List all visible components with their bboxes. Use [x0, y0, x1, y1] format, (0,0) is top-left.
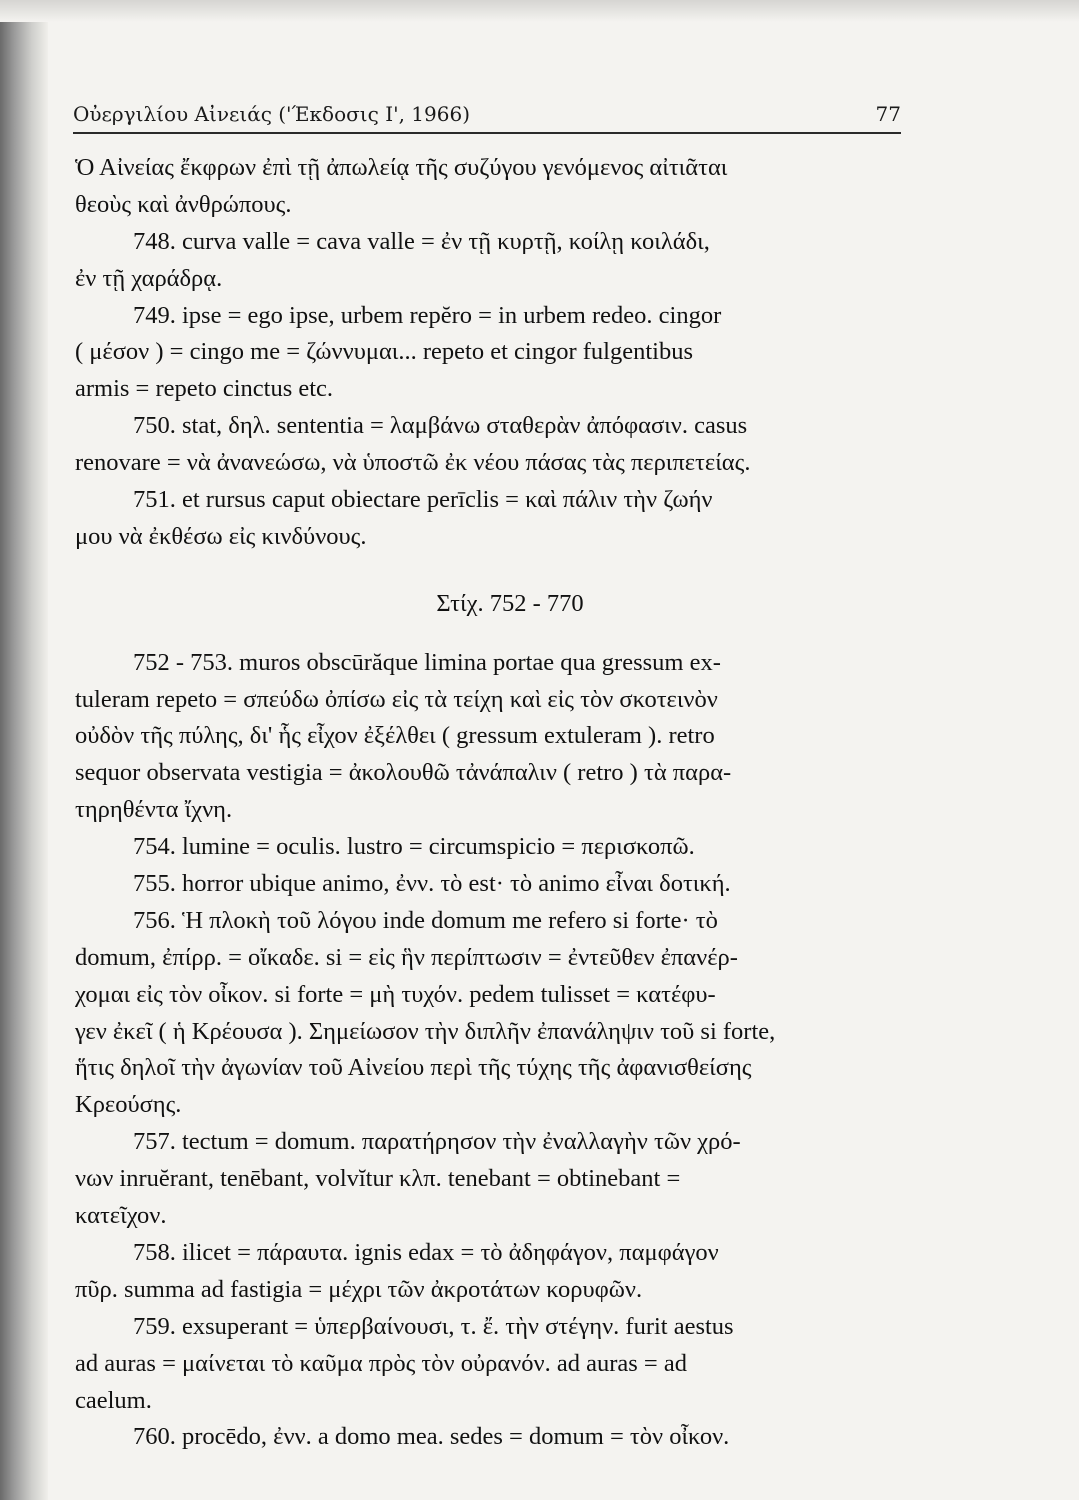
text-line: οὐδὸν τῆς πύλης, δι' ἧς εἶχον ἐξέλθει ( gressum extuleram ). retro: [75, 722, 715, 750]
top-edge-shadow: [0, 0, 1079, 22]
text-line: 759. exsuperant = ὑπερβαίνουσι, τ. ἔ. τὴν στέγην. furit aestus: [133, 1312, 734, 1340]
text-line: 755. horror ubique animo, ἐνν. τὸ est· τὸ animo εἶναι δοτική.: [133, 870, 731, 898]
text-line: renovare = νὰ ἀνανεώσω, νὰ ὑποστῶ ἐκ νέου πάσας τὰς περιπετείας.: [75, 449, 751, 477]
text-line: ἥτις δηλοῖ τὴν ἀγωνίαν τοῦ Αἰνείου περὶ τῆς τύχης τῆς ἀφανισθείσης: [75, 1054, 752, 1082]
page-number: 77: [875, 102, 901, 126]
text-line: Κρεούσης.: [75, 1091, 182, 1119]
text-line: 758. ilicet = πάραυτα. ignis edax = τὸ ἀδηφάγον, παμφάγον: [133, 1238, 719, 1266]
text-line: armis = repeto cinctus etc.: [75, 375, 334, 403]
text-line: ad auras = μαίνεται τὸ καῦμα πρὸς τὸν οὐρανόν. ad auras = ad: [75, 1349, 687, 1377]
section-spacer: [75, 556, 905, 586]
text-line: 757. tectum = domum. παρατήρησον τὴν ἐναλλαγὴν τῶν χρό-: [133, 1128, 741, 1156]
text-line: 748. curva valle = cava valle = ἐν τῇ κυρτῇ, κοίλῃ κοιλάδι,: [133, 227, 710, 255]
text-line: 752 - 753. muros obscūrăque limina portae qua gressum ex-: [133, 648, 721, 676]
text-line: πῦρ. summa ad fastigia = μέχρι τῶν ἀκροτάτων κορυφῶν.: [75, 1275, 643, 1303]
running-header: [73, 98, 901, 134]
text-line: sequor observata vestigia = ἀκολουθῶ τἀνάπαλιν ( retro ) τὰ παρα-: [75, 759, 732, 787]
text-line: Ὁ Αἰνείας ἔκφρων ἐπὶ τῇ ἀπωλείᾳ τῆς συζύγου γενόμενος αἰτιᾶται: [75, 154, 728, 181]
section-spacer: [75, 623, 905, 645]
text-line: 756. Ἡ πλοκὴ τοῦ λόγου inde domum me refero si forte· τὸ: [133, 906, 718, 934]
section-heading: Στίχ. 752 - 770: [436, 589, 584, 617]
text-line: 749. ipse = ego ipse, urbem repĕro = in urbem redeo. cingor: [133, 301, 722, 329]
text-line: μου νὰ ἐκθέσω εἰς κινδύνους.: [75, 522, 367, 550]
text-line: τηρηθέντα ἴχνη.: [75, 796, 233, 824]
text-line: ( μέσον ) = cingo me = ζώννυμαι... repeto et cingor fulgentibus: [75, 338, 693, 366]
text-line: domum, ἐπίρρ. = οἴκαδε. si = εἰς ἣν περίπτωσιν = ἐντεῦθεν ἐπανέρ-: [75, 943, 738, 971]
header-title: Οὐεργιλίου Αἰνειάς ('Έκδοσις Ι', 1966): [73, 102, 471, 126]
text-line: χομαι εἰς τὸν οἶκον. si forte = μὴ τυχόν. pedem tulisset = κατέφυ-: [75, 980, 716, 1008]
text-line: θεοὺς καὶ ἀνθρώπους.: [75, 190, 292, 218]
text-line: νων inruĕrant, tenēbant, volvĭtur κλπ. tenebant = obtinebant =: [75, 1165, 681, 1193]
binding-shadow: [0, 0, 48, 1500]
text-line: ἐν τῇ χαράδρᾳ.: [75, 264, 223, 292]
text-line: 760. procēdo, ἐνν. a domo mea. sedes = domum = τὸν οἶκον.: [133, 1423, 730, 1451]
text-line: γεν ἐκεῖ ( ἡ Κρέουσα ). Σημείωσον τὴν διπλῆν ἐπανάληψιν τοῦ si forte,: [75, 1017, 776, 1045]
text-line: tuleram repeto = σπεύδω ὀπίσω εἰς τὰ τείχη καὶ εἰς τὸν σκοτεινὸν: [75, 685, 718, 713]
text-line: caelum.: [75, 1386, 152, 1414]
text-line: 750. stat, δηλ. sententia = λαμβάνω σταθερὰν ἀπόφασιν. casus: [133, 412, 748, 440]
text-line: κατεῖχον.: [75, 1202, 167, 1230]
text-line: 751. et rursus caput obiectare perīclis = καὶ πάλιν τὴν ζωήν: [133, 486, 713, 514]
commentary-text: [75, 150, 905, 1456]
text-line: 754. lumine = oculis. lustro = circumspicio = περισκοπῶ.: [133, 833, 695, 861]
